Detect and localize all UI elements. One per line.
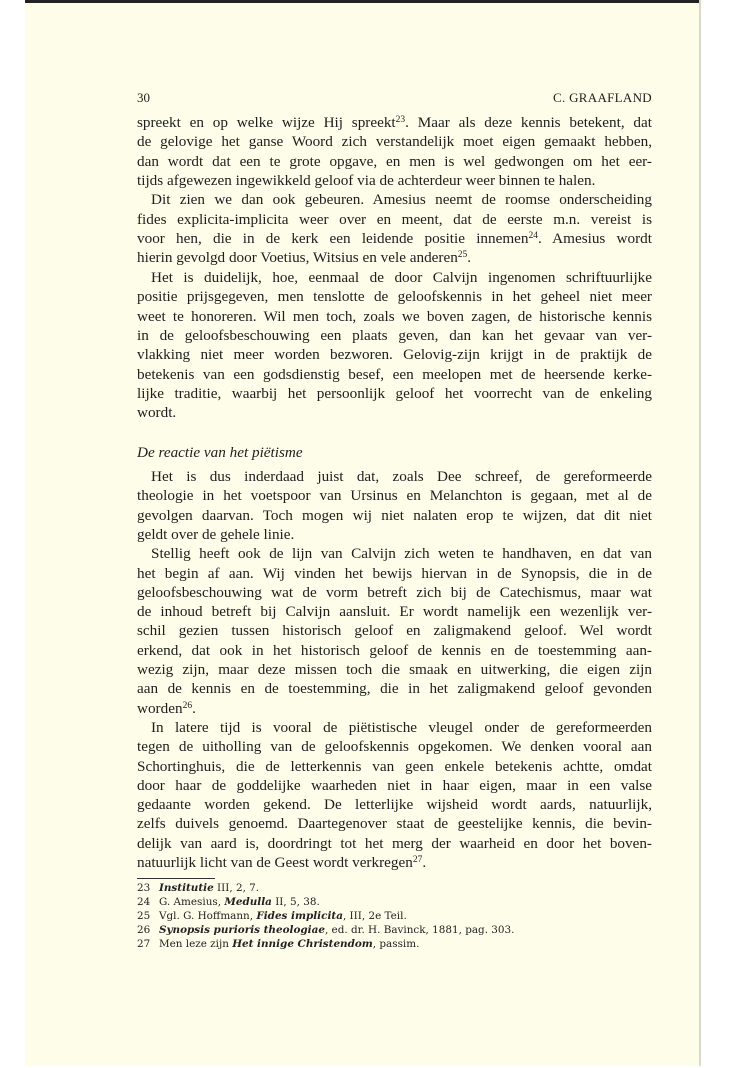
text-line [137, 229, 652, 248]
line-text: Het is dus inderdaad juist dat, zoals Dee schreef, de gereformeerde [151, 468, 652, 485]
line-text: betekenis van een godsdienstig besef, een meelopen met de heersende kerke- [137, 365, 652, 383]
footnote-title: Het innige Christendom [232, 938, 373, 950]
text-line [137, 621, 652, 640]
line-text: delijk van aard is, doordringt tot het merg der waarheid en door het boven- [137, 834, 652, 852]
footnote-reference: 26 [182, 700, 193, 711]
line-text: fides explicita-implicita weer over en meent, dat de eerste m.n. vereist is [137, 210, 652, 228]
line-text: wordt. [137, 404, 177, 422]
line-text: door haar de goddelijke waarheden niet in haar eigen, maar in een valse [137, 776, 652, 794]
text-line [137, 307, 652, 326]
footnote-reference: 27 [412, 855, 423, 865]
line-text: het begin af aan. Wij vinden het bewijs hiervan in de Synopsis, die in de [137, 564, 652, 582]
line-text: voor hen, die in de kerk een leidende positie innemen [137, 230, 529, 248]
text-line [137, 602, 652, 621]
line-text: In latere tijd is vooral de piëtistische vleugel onder de gereformeerden [151, 718, 652, 736]
line-text-continued: . Amesius wordt [538, 230, 652, 248]
text-line [137, 718, 652, 737]
text-line [137, 248, 652, 267]
footnote-text: III, 2, 7. [213, 882, 260, 894]
line-text: hierin gevolgd door Voetius, Witsius en vele anderen [137, 249, 458, 267]
line-text-continued: . [467, 249, 472, 267]
page-number: 30 [137, 90, 150, 105]
line-text: wezig zijn, maar deze missen toch die smaak en uitwerking, die eigen zijn [137, 661, 652, 678]
footnote-text: , III, 2e Teil. [342, 910, 407, 922]
text-line [137, 190, 652, 209]
footnote-title: Institutie [159, 882, 214, 894]
footnote-text: , passim. [372, 938, 420, 950]
text-line [137, 525, 652, 544]
text-line [137, 210, 652, 229]
footnote-number: 25 [137, 910, 151, 922]
line-text: gevolgen daarvan. Toch mogen wij niet nalaten erop te wijzen, dat dit niet [137, 506, 652, 524]
text-line [137, 384, 652, 403]
footnote [137, 910, 407, 922]
line-text: tegen de uitholling van de geloofskennis opgekomen. We denken vooral aan [137, 738, 652, 756]
footnote-title: Synopsis purioris theologiae [159, 924, 325, 936]
text-line [137, 345, 652, 364]
footnote-reference: 24 [528, 231, 538, 242]
line-text: spreekt en op welke wijze Hij spreekt [137, 114, 396, 131]
line-text: geloofsbeschouwing wat de vorm betreft zich bij de Catechismus, maar wat [137, 583, 652, 601]
footnote-number: 23 [137, 882, 151, 894]
text-line [137, 113, 652, 132]
line-text-continued: . [422, 854, 427, 871]
text-line [137, 403, 652, 422]
line-text: erkend, dat ook in het historisch geloof de kennis en de toestemming aan- [137, 641, 652, 659]
text-line [137, 853, 652, 872]
line-text-continued: . [192, 699, 196, 717]
footnote-text: , ed. dr. H. Bavinck, 1881, pag. 303. [324, 924, 515, 936]
footnote-title: Fides implicita [256, 910, 343, 922]
scan-edge-right [699, 0, 701, 1066]
line-text-continued: . Maar als deze kennis betekent, dat [405, 114, 652, 131]
section-heading: De reactie van het piëtisme [137, 444, 303, 461]
footnote [137, 882, 259, 894]
footnote [137, 896, 320, 908]
text-line [137, 699, 652, 718]
line-text: theologie in het voetspoor van Ursinus en Melanchton is gegaan, met al de [137, 487, 652, 505]
text-line [137, 467, 652, 486]
line-text: natuurlijk licht van de Geest wordt verkregen [137, 854, 413, 871]
text-line [137, 737, 652, 756]
line-text: positie prijsgegeven, men tenslotte de geloofskennis in het geheel niet meer [137, 288, 652, 306]
text-line [137, 506, 652, 525]
text-line [137, 795, 652, 814]
line-text: in de geloofsbeschouwing een plaats geven, dan kan het gevaar van ver- [137, 326, 652, 344]
text-line [137, 834, 652, 853]
line-text: worden [137, 699, 183, 717]
running-header-author: C. GRAAFLAND [553, 90, 652, 105]
text-line [137, 171, 652, 190]
footnote-rule [137, 878, 215, 879]
footnote [137, 938, 419, 950]
line-text: weet te honoreren. Wil men toch, zoals we boven zagen, de historische kennis [137, 307, 652, 325]
line-text: aan de kennis en de toestemming, die in het zaligmakend geloof gevonden [137, 680, 652, 698]
line-text: de inhoud betreft bij Calvijn aansluit. Er wordt namelijk een wezenlijk ver- [137, 603, 652, 621]
text-line [137, 486, 652, 505]
text-line [137, 132, 652, 151]
line-text: zelfs duivels genoemd. Daartegenover staat de geestelijke kennis, die bevin- [137, 815, 652, 833]
text-line [137, 660, 652, 679]
line-text: gedaante worden gekend. De letterlijke wijsheid wordt aards, natuurlijk, [137, 796, 652, 814]
footnote-text: Men leze zijn [159, 938, 233, 950]
text-line [137, 641, 652, 660]
text-line [137, 564, 652, 583]
line-text: Het is duidelijk, hoe, eenmaal de door Calvijn ingenomen schriftuurlijke [151, 268, 652, 286]
text-line [137, 152, 652, 171]
text-line [137, 268, 652, 287]
footnote-reference: 25 [457, 250, 468, 261]
line-text: Stellig heeft ook de lijn van Calvijn zich weten te handhaven, en dat van [151, 545, 652, 563]
line-text: Dit zien we dan ook gebeuren. Amesius neemt de roomse onderscheiding [151, 191, 652, 209]
line-text: de gelovige het ganse Woord zich verstandelijk moet eigen gemaakt hebben, [137, 133, 652, 151]
text-line [137, 287, 652, 306]
footnote-text: G. Amesius, [159, 896, 225, 908]
text-line [137, 583, 652, 602]
footnote-text: II, 5, 38. [271, 896, 320, 908]
text-line [137, 776, 652, 795]
footnote-text: Vgl. G. Hoffmann, [159, 910, 257, 922]
line-text: geldt over de gehele linie. [137, 525, 295, 543]
scan-edge-top [25, 0, 701, 3]
footnote-number: 26 [137, 924, 151, 936]
text-line [137, 326, 652, 345]
line-text: vlakking niet meer worden bezworen. Gelovig-zijn krijgt in de praktijk de [137, 346, 652, 364]
line-text: dan wordt dat een te grote opgave, en men is wel gedwongen om het eer- [137, 152, 652, 170]
line-text: Schortinghuis, die de letterkennis van geen enkele betekenis achtte, omdat [137, 757, 652, 775]
footnote-number: 24 [137, 896, 151, 908]
line-text: schil gezien tussen historisch geloof en zaligmakend geloof. Wel wordt [137, 622, 652, 640]
text-line [137, 365, 652, 384]
footnote [137, 924, 514, 936]
footnote-reference: 23 [395, 115, 406, 125]
footnote-title: Medulla [224, 896, 272, 908]
line-text: tijds afgewezen ingewikkeld geloof via de achterdeur weer binnen te halen. [137, 172, 596, 190]
document-page [25, 0, 701, 1066]
line-text: lijke traditie, waarbij het persoonlijk geloof het voorrecht van de enkeling [137, 384, 652, 402]
text-line [137, 757, 652, 776]
text-line [137, 814, 652, 833]
text-line [137, 679, 652, 698]
footnote-number: 27 [137, 938, 151, 950]
text-line [137, 544, 652, 563]
